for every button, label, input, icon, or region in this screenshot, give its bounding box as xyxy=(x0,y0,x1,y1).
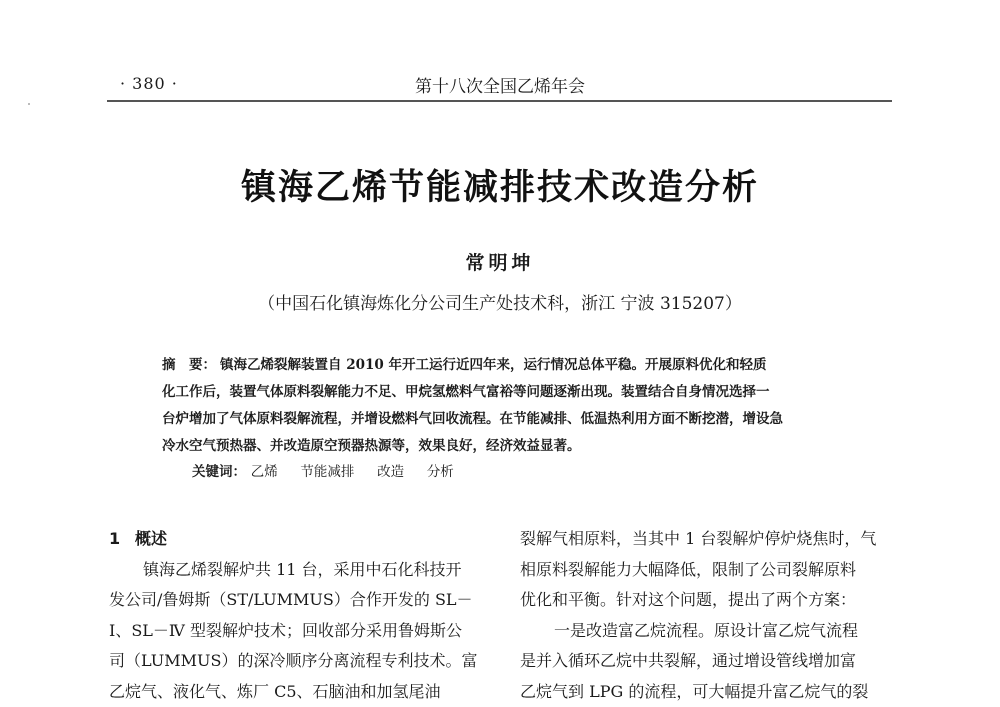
body-line: 镇海乙烯裂解炉共 11 台，采用中石化科技开 xyxy=(109,555,494,586)
abstract-line: 台炉增加了气体原料裂解流程，并增设燃料气回收流程。在节能减排、低温热利用方面不断挖潜，增设急 xyxy=(162,406,842,433)
section-heading xyxy=(109,524,494,555)
abstract-line: 冷水空气预热器、并改造原空预器热源等，效果良好，经济效益显著。 xyxy=(162,433,842,460)
body-line: 裂解气相原料，当其中 1 台裂解炉停炉烧焦时，气 xyxy=(520,524,905,555)
body-line: 发公司/鲁姆斯（ST/LUMMUS）合作开发的 SL－ xyxy=(109,585,494,616)
keyword: 乙烯 xyxy=(251,464,278,480)
section-number: 1 xyxy=(109,524,135,555)
body-line: 司（LUMMUS）的深冷顺序分离流程专利技术。富 xyxy=(109,646,494,677)
section-title: 概述 xyxy=(135,529,167,548)
article-author: 常明坤 xyxy=(0,248,1000,275)
body-line: 相原料裂解能力大幅降低，限制了公司裂解原料 xyxy=(520,555,905,586)
header-rule xyxy=(107,100,892,102)
keywords-label: 关键词： xyxy=(192,464,246,480)
keyword: 改造 xyxy=(377,464,404,480)
body-column-left xyxy=(109,524,494,707)
body-line: 是并入循环乙烷中共裂解，通过增设管线增加富 xyxy=(520,646,905,677)
body-line: 乙烷气、液化气、炼厂 C5、石脑油和加氢尾油 xyxy=(109,677,494,707)
body-column-right xyxy=(520,524,905,707)
scan-artifact xyxy=(28,103,30,105)
abstract-label: 摘 要： xyxy=(162,357,216,373)
body-line: 一是改造富乙烷流程。原设计富乙烷气流程 xyxy=(520,616,905,647)
abstract-line: 化工作后，装置气体原料裂解能力不足、甲烷氢燃料气富裕等问题逐渐出现。装置结合自身情况选择一 xyxy=(162,379,842,406)
page-number: · 380 · xyxy=(120,74,178,93)
keyword: 分析 xyxy=(427,464,454,480)
keyword: 节能减排 xyxy=(300,464,354,480)
running-header-conference: 第十八次全国乙烯年会 xyxy=(0,72,1000,97)
body-line: Ⅰ、SL－Ⅳ 型裂解炉技术；回收部分采用鲁姆斯公 xyxy=(109,616,494,647)
body-line: 乙烷气到 LPG 的流程，可大幅提升富乙烷气的裂 xyxy=(520,677,905,707)
abstract xyxy=(162,352,842,460)
keywords xyxy=(192,460,472,480)
body-line: 优化和平衡。针对这个问题，提出了两个方案： xyxy=(520,585,905,616)
abstract-text: 镇海乙烯裂解装置自 2010 年开工运行近四年来，运行情况总体平稳。开展原料优化和轻质 xyxy=(220,357,766,373)
abstract-line xyxy=(162,352,842,379)
author-affiliation: （中国石化镇海炼化分公司生产处技术科，浙江 宁波 315207） xyxy=(0,289,1000,314)
article-title: 镇海乙烯节能减排技术改造分析 xyxy=(0,160,1000,210)
